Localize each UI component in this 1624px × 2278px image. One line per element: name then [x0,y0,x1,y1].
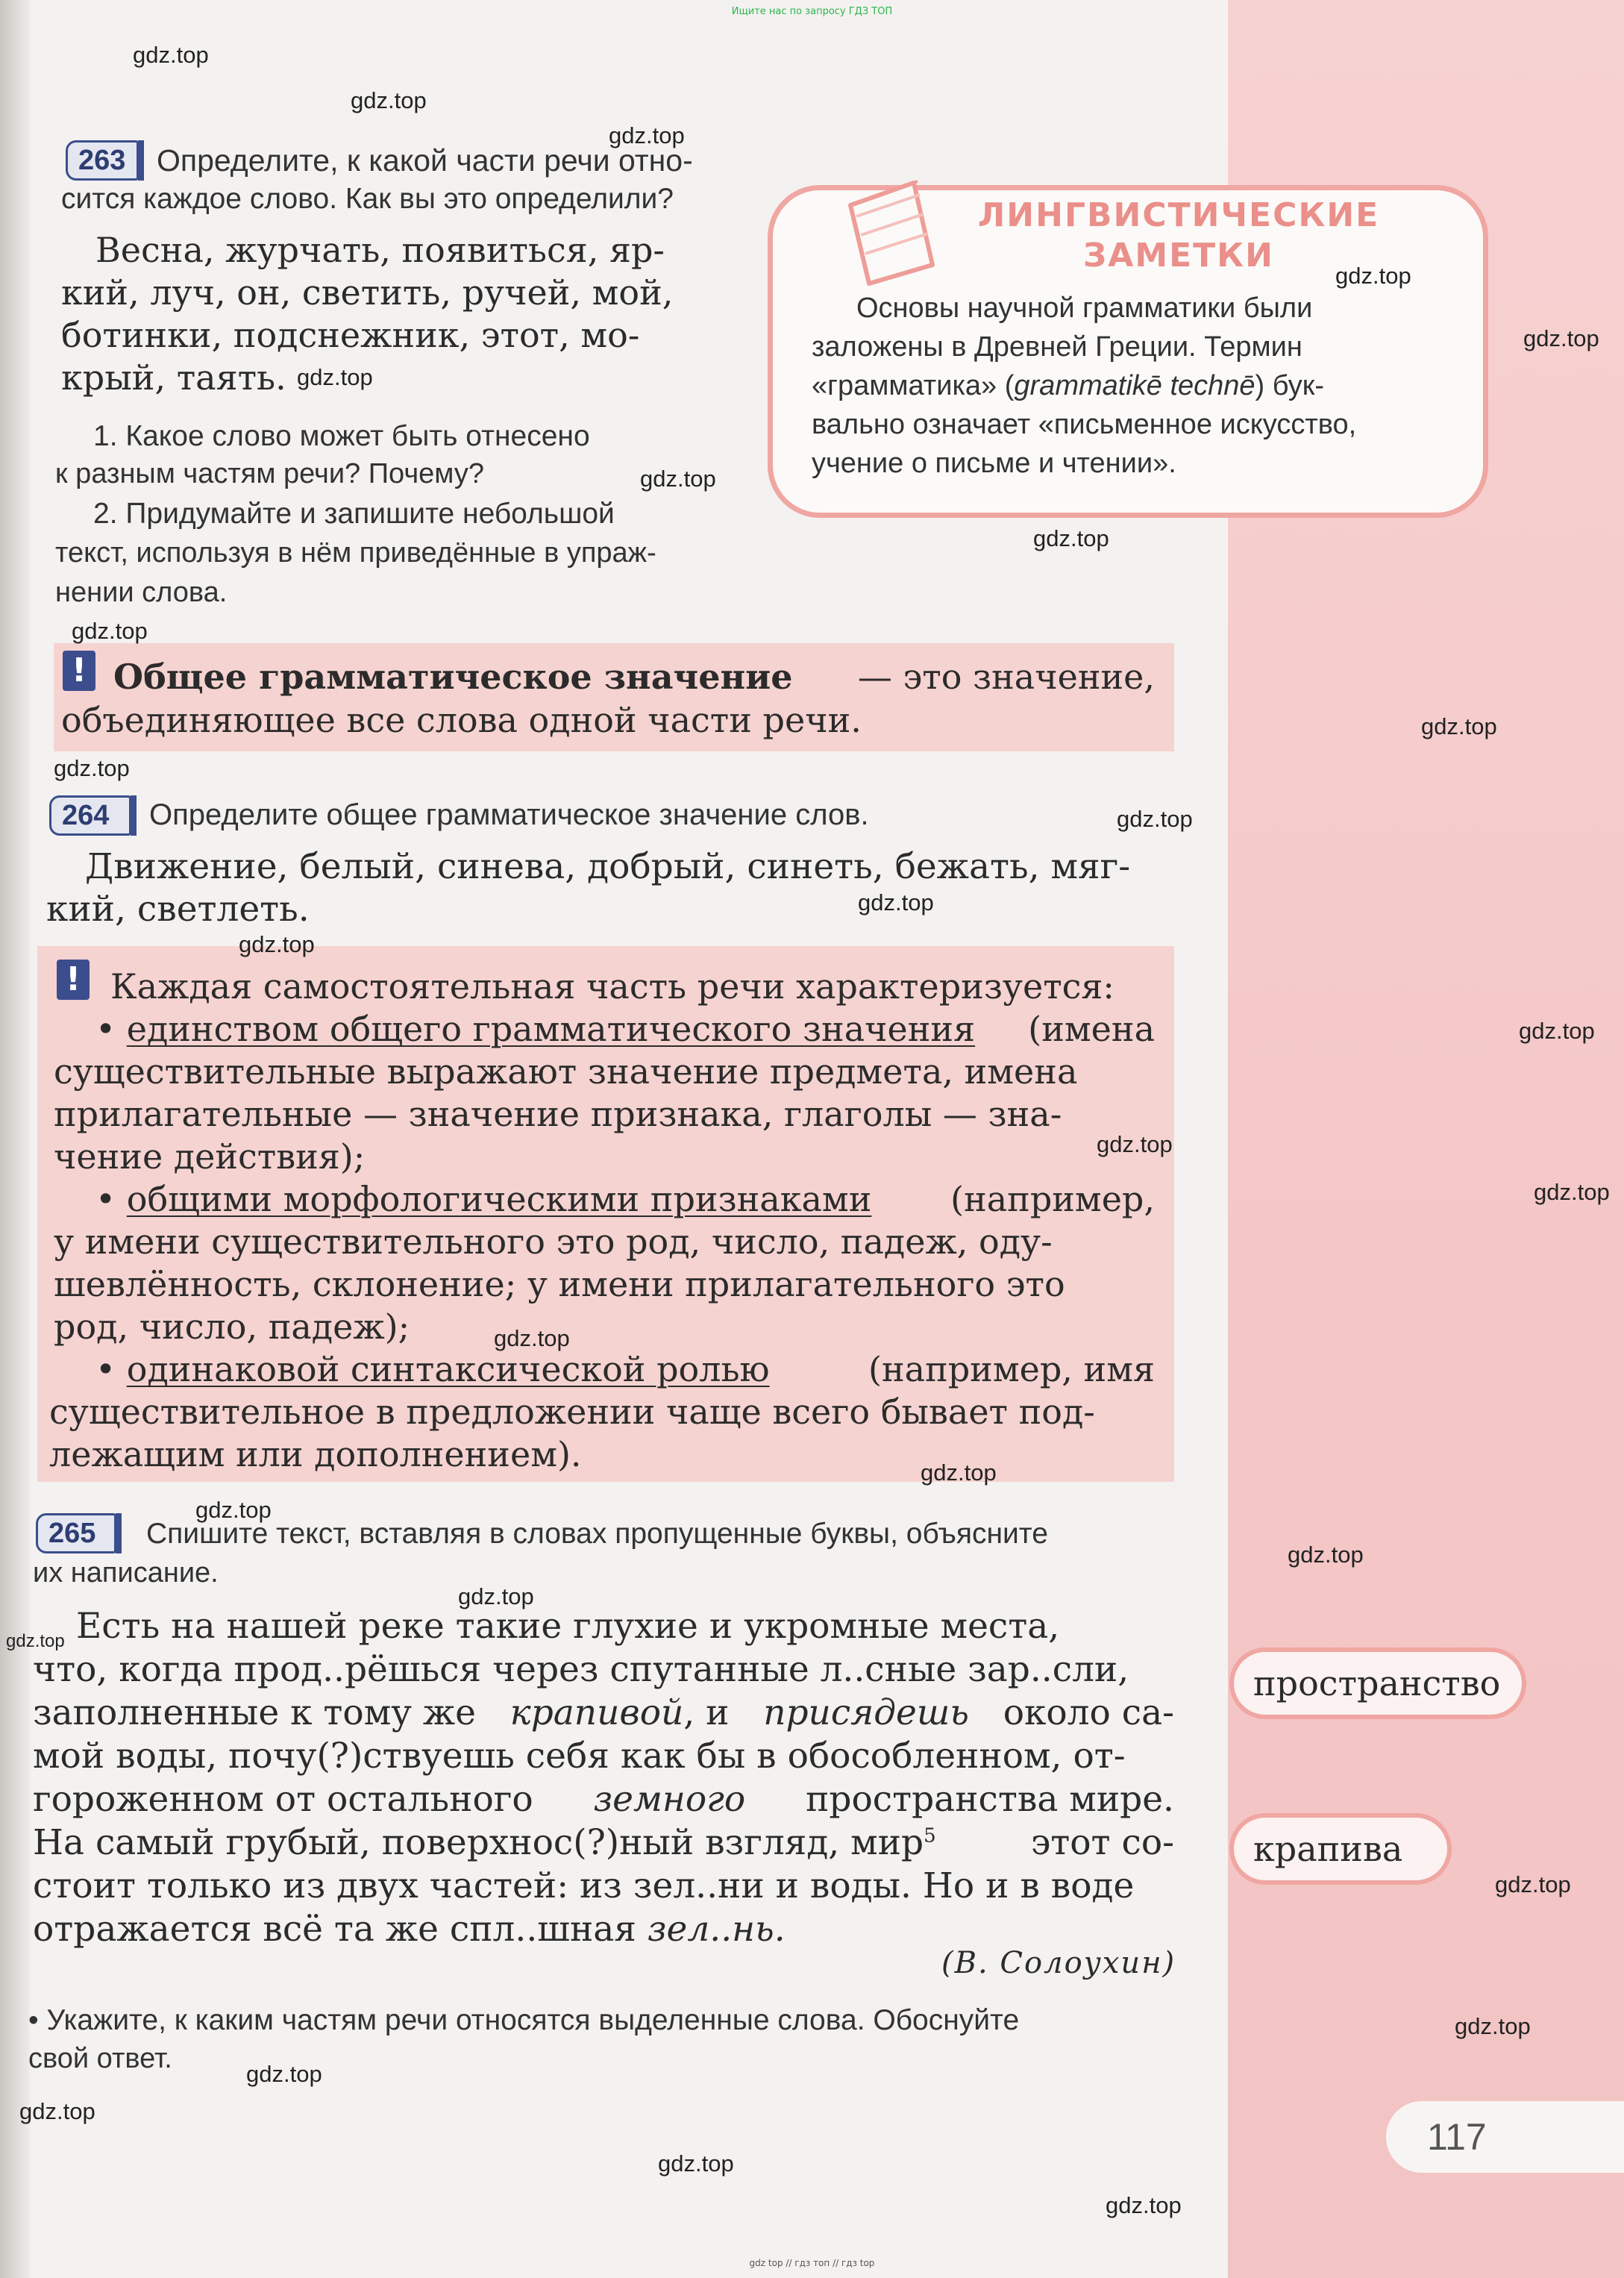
rule-2-bullet-2-line-2: у имени существительного это род, число, падеж, оду- [54,1221,1053,1262]
ex265-text-line-6-a: На самый грубый, поверхнос(?)ный взгляд, мир [33,1822,924,1863]
ex263-question-1-line-2: к разным частям речи? Почему? [55,458,484,489]
highlighted-word-zelen: зел..нь. [647,1909,786,1950]
ex264-task: Определите общее грамматическое значение слов. [149,798,869,831]
notes-line-3 [812,370,1446,402]
watermark: gdz.top [246,2061,322,2087]
ex263-words-line-3: ботинки, подснежник, этот, мо- [61,315,640,355]
ex265-text-line-6 [33,1822,1174,1863]
highlighted-word-prisyadesh: присядешь [763,1692,969,1733]
exercise-number-263: 263 [66,140,139,181]
ex265-text-line-3-c: около са- [1003,1692,1174,1733]
watermark: gdz.top [1097,1131,1173,1157]
rule-1-term: Общее грамматическое значение [113,657,793,697]
watermark: gdz.top [494,1325,570,1351]
rule-2-bullet-2-line-1 [95,1179,1155,1219]
watermark: gdz.top [921,1459,997,1486]
top-banner: Ищите нас по запросу ГДЗ ТОП [731,6,893,17]
rule-2-bullet-1-line-1 [95,1009,1155,1049]
rule-2-bullet-1-line-2: существительные выражают значение предмета, имена [54,1051,1078,1092]
exercise-number-264: 264 [49,795,131,836]
watermark: gdz.top [458,1583,534,1609]
ex264-words-line-2: кий, светлеть. [46,889,310,930]
rule-2-bullet-1-line-4: чение действия); [54,1136,366,1177]
rule-2-feature-2-rest: (например, [950,1179,1155,1219]
highlighted-word-zemnogo: земного [593,1779,746,1820]
ex264-words-line-1: Движение, белый, синева, добрый, синеть, бежать, мяг- [85,846,1131,887]
rule-2-feature-3-rest: (например, имя [868,1349,1155,1389]
linguistic-notes-title-line-2: ЗАМЕТКИ [1083,237,1274,275]
watermark: gdz.top [1534,1179,1610,1205]
notes-line-3-a: «грамматика» ( [812,370,1015,401]
notes-line-2: заложены в Древней Греции. Термин [812,331,1302,363]
rule-2-bullet-3-line-1 [95,1349,1155,1389]
ex265-text-line-4: мой воды, почу(?)ствуешь себя как бы в обособленном, от- [33,1736,1126,1777]
watermark: gdz.top [1519,1018,1595,1044]
ex263-question-1-line-1: 1. Какое слово может быть отнесено [93,420,590,452]
ex265-text-line-3-a: заполненные к тому же [33,1692,476,1733]
page-gutter-shadow [0,0,30,2278]
watermark: gdz.top [858,889,934,916]
ex265-text-line-3 [33,1692,1174,1733]
watermark: gdz.top [195,1497,272,1523]
ex265-text-line-5-a: гороженном от остального [33,1779,533,1820]
watermark: gdz.top [1421,713,1497,739]
margin-term-krapiva: крапива [1229,1813,1452,1885]
bullet-2: • общими морфологическими признаками [95,1179,872,1219]
watermark: gdz.top [609,122,685,148]
rule-1-definition-start: — это значение, [857,657,1155,697]
notepad-icon [843,175,940,287]
ex265-text-line-2: что, когда прод..рёшься через спутанные л..сные зар..сли, [33,1649,1129,1690]
footnote-mark: 5 [924,1824,936,1847]
rule-2-feature-1: единством общего грамматического значения [126,1009,976,1049]
exercise-number-265: 265 [36,1513,116,1553]
ex265-note-line-2: свой ответ. [28,2043,172,2074]
watermark: gdz.top [1106,2192,1182,2218]
rule-2-bullet-2-line-3: шевлённость, склонение; у имени прилагательного это [54,1264,1065,1304]
rule-2-feature-2: общими морфологическими признаками [126,1179,872,1219]
watermark: gdz.top [1288,1542,1364,1568]
watermark: gdz.top [351,87,427,113]
watermark: gdz.top [658,2150,734,2177]
margin-term-prostranstvo: пространство [1229,1648,1526,1719]
ex263-words-line-1: Весна, журчать, появиться, яр- [95,230,665,270]
rule-2-intro: Каждая самостоятельная часть речи характеризуется: [110,966,1114,1007]
ex263-question-2-line-3: нении слова. [55,577,228,608]
notes-line-5: учение о письме и чтении». [812,448,1176,479]
bullet-3: • одинаковой синтаксической ролью [95,1349,770,1389]
watermark: gdz.top [297,364,373,390]
rule-2-bullet-2-line-4: род, число, падеж); [54,1307,410,1347]
ex263-words-line-2: кий, луч, он, светить, ручей, мой, [61,272,674,313]
watermark: gdz.top [239,931,315,957]
rule-1-line-1 [113,657,1155,697]
rule-2-bullet-3-line-2: существительное в предложении чаще всего бывает под- [49,1392,1095,1432]
watermark: gdz.top [19,2098,95,2124]
rule-2-feature-1-rest: (имена [1028,1009,1155,1049]
watermark: gdz.top [1033,525,1109,551]
ex265-text-line-7: стоит только из двух частей: из зел..ни и воды. Но и в воде [33,1865,1135,1906]
highlighted-word-krapivoy: крапивой [510,1692,684,1733]
ex265-task-line-2: их написание. [33,1557,219,1589]
ex265-text-line-1: Есть на нашей реке такие глухие и укромные места, [76,1606,1060,1647]
ex265-text-line-8-a: отражается всё та же спл..шная [33,1909,636,1950]
ex265-text-line-5-b: пространства мире. [806,1779,1174,1820]
watermark: gdz.top [1335,263,1411,289]
notes-line-1: Основы научной грамматики были [856,292,1313,324]
ex263-task-line-1: Определите, к какой части речи отно- [157,143,693,178]
text-author: (В. Солоухин) [941,1946,1176,1980]
ex263-question-2-line-1: 2. Придумайте и запишите небольшой [93,498,615,530]
rule-2-bullet-3-line-3: лежащим или дополнением). [49,1434,582,1474]
ex263-question-2-line-2: текст, используя в нём приведённые в упраж- [55,537,656,569]
rule-2-feature-3: одинаковой синтаксической ролью [126,1349,770,1389]
ex265-note-line-1: • Укажите, к каким частям речи относятся выделенные слова. Обоснуйте [28,2004,1020,2036]
notes-line-4: вально означает «письменное искусство, [812,409,1357,440]
watermark: gdz.top [1495,1871,1571,1897]
exclamation-icon: ! [63,651,95,691]
watermark: gdz.top [1455,2013,1531,2039]
watermark: gdz.top [133,42,209,68]
ex263-task-line-2: сится каждое слово. Как вы это определили? [61,183,674,215]
ex265-text-line-5 [33,1779,1174,1820]
bottom-banner: gdz top // гдз топ // гдз top [749,2258,875,2268]
rule-2-bullet-1-line-3: прилагательные — значение признака, глаголы — зна- [54,1094,1062,1134]
watermark: gdz.top [54,755,130,781]
ex265-task-line-1: Спишите текст, вставляя в словах пропущенные буквы, объясните [146,1518,1048,1550]
exclamation-icon: ! [57,960,90,1000]
linguistic-notes-title-line-1: ЛИНГВИСТИЧЕСКИЕ [977,196,1380,234]
page-number: 117 [1386,2101,1624,2173]
watermark: gdz.top [640,466,716,492]
ex265-text-line-8 [33,1909,786,1950]
watermark: gdz.top [1117,806,1193,832]
watermark: gdz.top [72,618,148,644]
greek-term: grammatikē technē [1014,370,1255,401]
ex263-words-line-4: крый, таять. [61,357,286,398]
notes-line-3-b: ) бук- [1255,370,1324,401]
bullet-1: • единством общего грамматического значения [95,1009,976,1049]
watermark: gdz.top [1523,325,1599,351]
ex265-text-line-3-b: , и [683,1692,730,1733]
watermark: gdz.top [6,1631,65,1651]
rule-1-line-2: объединяющее все слова одной части речи. [61,700,862,740]
ex265-text-line-6-b: этот со- [1030,1822,1174,1863]
